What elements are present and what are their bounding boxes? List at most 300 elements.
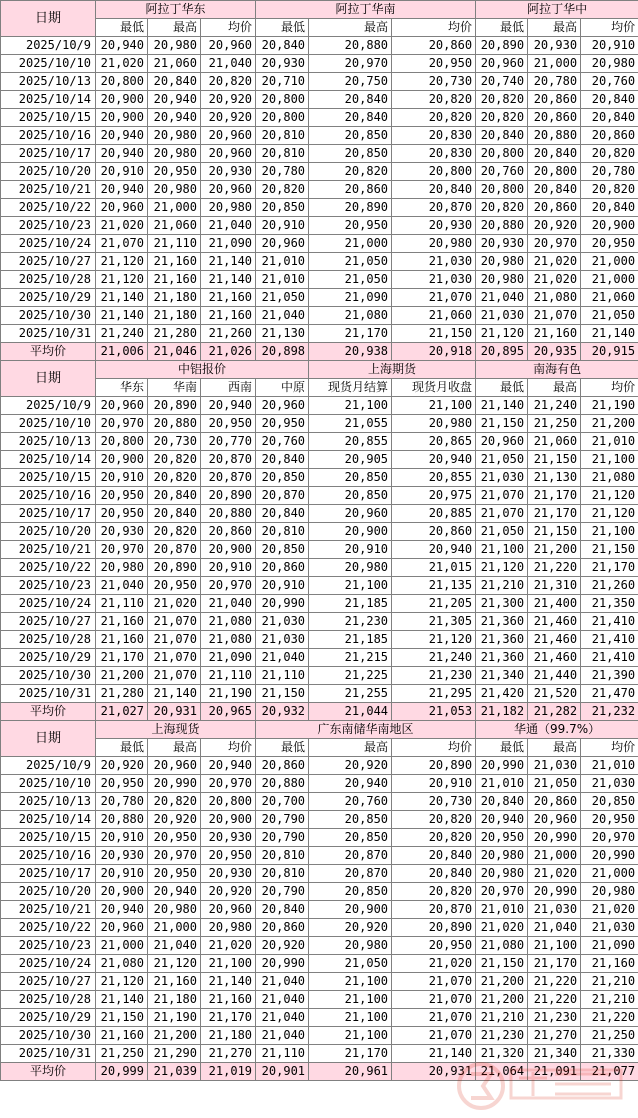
- price-cell: 21,000: [528, 55, 581, 73]
- price-cell: 21,050: [476, 523, 528, 541]
- price-cell: 20,960: [201, 127, 256, 145]
- price-cell: 21,000: [148, 199, 201, 217]
- price-cell: 20,940: [96, 181, 148, 199]
- price-cell: 20,990: [476, 757, 528, 775]
- price-cell: 21,090: [201, 235, 256, 253]
- price-cell: 21,040: [201, 217, 256, 235]
- price-cell: 21,360: [476, 613, 528, 631]
- table-row: [1, 505, 638, 523]
- price-cell: 20,900: [581, 217, 638, 235]
- price-cell: 20,980: [96, 559, 148, 577]
- price-cell: 20,905: [309, 451, 392, 469]
- price-cell: 20,920: [201, 91, 256, 109]
- price-cell: 20,930: [392, 217, 476, 235]
- price-cell: 20,820: [392, 811, 476, 829]
- price-cell: 21,150: [528, 523, 581, 541]
- price-cell: 21,205: [392, 595, 476, 613]
- date-cell: 2025/10/9: [1, 757, 96, 775]
- price-cell: 21,280: [96, 685, 148, 703]
- price-cell: 20,800: [96, 433, 148, 451]
- price-cell: 20,940: [201, 397, 256, 415]
- price-cell: 20,860: [309, 181, 392, 199]
- date-cell: 2025/10/30: [1, 1027, 96, 1045]
- price-cell: 20,810: [256, 847, 309, 865]
- price-cell: 21,220: [528, 991, 581, 1009]
- column-header: 均价: [581, 19, 638, 37]
- price-cell: 20,800: [476, 145, 528, 163]
- price-cell: 21,090: [201, 649, 256, 667]
- price-cell: 20,910: [256, 217, 309, 235]
- date-cell: 2025/10/14: [1, 91, 96, 109]
- price-cell: 20,760: [309, 793, 392, 811]
- price-cell: 20,840: [309, 109, 392, 127]
- price-cell: 20,900: [96, 109, 148, 127]
- column-header: 均价: [392, 19, 476, 37]
- table-row: [1, 847, 638, 865]
- price-cell: 20,980: [309, 559, 392, 577]
- group-header: 阿拉丁华中: [476, 1, 638, 19]
- column-header: 最高: [309, 739, 392, 757]
- column-header: 最高: [528, 739, 581, 757]
- price-cell: 21,460: [528, 649, 581, 667]
- price-cell: 20,800: [392, 163, 476, 181]
- table-row: [1, 307, 638, 325]
- table-row: [1, 199, 638, 217]
- price-cell: 20,920: [256, 937, 309, 955]
- table-row: [1, 523, 638, 541]
- group-header: 上海现货: [96, 721, 256, 739]
- price-cell: 20,940: [476, 811, 528, 829]
- price-cell: 21,140: [201, 973, 256, 991]
- price-cell: 21,040: [201, 595, 256, 613]
- date-cell: 2025/10/30: [1, 667, 96, 685]
- price-cell: 21,110: [256, 667, 309, 685]
- price-cell: 21,160: [528, 325, 581, 343]
- price-cell: 21,040: [528, 919, 581, 937]
- price-cell: 21,440: [528, 667, 581, 685]
- average-cell: 20,938: [309, 343, 392, 361]
- price-cell: 20,940: [96, 145, 148, 163]
- price-cell: 20,870: [201, 469, 256, 487]
- price-cell: 21,020: [392, 955, 476, 973]
- date-cell: 2025/10/9: [1, 37, 96, 55]
- price-cell: 21,070: [96, 235, 148, 253]
- date-cell: 2025/10/15: [1, 469, 96, 487]
- price-cell: 20,960: [96, 919, 148, 937]
- price-cell: 20,885: [392, 505, 476, 523]
- price-cell: 21,160: [96, 613, 148, 631]
- column-header: 均价: [201, 19, 256, 37]
- price-cell: 21,200: [148, 1027, 201, 1045]
- date-cell: 2025/10/16: [1, 127, 96, 145]
- price-cell: 20,820: [581, 181, 638, 199]
- price-cell: 20,800: [96, 73, 148, 91]
- price-cell: 21,000: [581, 865, 638, 883]
- price-cell: 21,070: [476, 505, 528, 523]
- price-cell: 20,960: [528, 811, 581, 829]
- price-cell: 20,920: [96, 757, 148, 775]
- price-cell: 20,960: [476, 433, 528, 451]
- price-cell: 20,980: [581, 883, 638, 901]
- price-cell: 20,800: [256, 109, 309, 127]
- price-cell: 20,860: [528, 199, 581, 217]
- table-row: [1, 901, 638, 919]
- average-cell: 21,182: [476, 703, 528, 721]
- price-cell: 21,170: [96, 649, 148, 667]
- table-row: [1, 865, 638, 883]
- price-cell: 21,140: [148, 685, 201, 703]
- price-cell: 21,050: [309, 253, 392, 271]
- price-cell: 20,780: [256, 163, 309, 181]
- price-cell: 21,250: [581, 1027, 638, 1045]
- average-cell: 21,232: [581, 703, 638, 721]
- price-cell: 21,030: [581, 919, 638, 937]
- price-cell: 20,800: [256, 91, 309, 109]
- price-cell: 21,100: [581, 451, 638, 469]
- price-cell: 21,020: [528, 271, 581, 289]
- price-cell: 21,160: [148, 271, 201, 289]
- price-cell: 21,100: [309, 991, 392, 1009]
- price-cell: 20,920: [148, 811, 201, 829]
- column-header: 最低: [476, 19, 528, 37]
- price-cell: 21,080: [201, 631, 256, 649]
- price-cell: 21,070: [148, 613, 201, 631]
- price-cell: 21,000: [96, 937, 148, 955]
- price-cell: 21,060: [148, 55, 201, 73]
- price-cell: 21,070: [148, 667, 201, 685]
- date-cell: 2025/10/17: [1, 865, 96, 883]
- price-cell: 20,860: [201, 523, 256, 541]
- price-cell: 20,960: [148, 757, 201, 775]
- table-row: [1, 433, 638, 451]
- price-cell: 20,860: [256, 919, 309, 937]
- price-cell: 20,810: [256, 127, 309, 145]
- price-cell: 21,230: [392, 667, 476, 685]
- price-cell: 21,220: [581, 1009, 638, 1027]
- price-cell: 20,970: [528, 235, 581, 253]
- group-header: 中铝报价: [96, 361, 309, 379]
- price-cell: 20,970: [201, 775, 256, 793]
- date-cell: 2025/10/28: [1, 631, 96, 649]
- price-cell: 21,210: [476, 577, 528, 595]
- date-cell: 2025/10/24: [1, 235, 96, 253]
- price-cell: 20,820: [476, 199, 528, 217]
- price-cell: 21,230: [476, 1027, 528, 1045]
- average-row: [1, 1063, 638, 1081]
- price-cell: 20,980: [476, 271, 528, 289]
- price-cell: 21,150: [392, 325, 476, 343]
- date-cell: 2025/10/21: [1, 901, 96, 919]
- price-cell: 21,140: [201, 271, 256, 289]
- table-row: [1, 271, 638, 289]
- price-cell: 21,010: [256, 271, 309, 289]
- price-cell: 20,920: [309, 757, 392, 775]
- table-row: [1, 127, 638, 145]
- price-cell: 20,940: [201, 757, 256, 775]
- price-cell: 20,840: [392, 865, 476, 883]
- price-cell: 20,840: [309, 91, 392, 109]
- price-cell: 20,870: [309, 865, 392, 883]
- price-cell: 21,240: [96, 325, 148, 343]
- price-cell: 21,140: [96, 991, 148, 1009]
- price-cell: 20,960: [201, 181, 256, 199]
- price-cell: 21,150: [476, 955, 528, 973]
- group-header: 上海期货: [309, 361, 476, 379]
- price-cell: 20,950: [96, 775, 148, 793]
- price-cell: 20,950: [96, 505, 148, 523]
- table-row: [1, 325, 638, 343]
- average-cell: 20,918: [392, 343, 476, 361]
- price-cell: 21,200: [581, 415, 638, 433]
- price-cell: 21,120: [96, 973, 148, 991]
- price-cell: 20,770: [201, 433, 256, 451]
- date-cell: 2025/10/10: [1, 775, 96, 793]
- price-cell: 21,070: [392, 1009, 476, 1027]
- average-cell: 21,053: [392, 703, 476, 721]
- price-cell: 21,000: [309, 235, 392, 253]
- price-cell: 20,855: [392, 469, 476, 487]
- price-cell: 21,020: [96, 55, 148, 73]
- price-cell: 21,100: [309, 973, 392, 991]
- average-cell: 20,965: [201, 703, 256, 721]
- price-cell: 20,960: [201, 145, 256, 163]
- price-cell: 20,960: [201, 37, 256, 55]
- price-cell: 21,030: [476, 307, 528, 325]
- date-cell: 2025/10/17: [1, 145, 96, 163]
- price-cell: 21,000: [148, 919, 201, 937]
- price-cell: 20,900: [201, 541, 256, 559]
- price-cell: 21,170: [309, 325, 392, 343]
- price-cell: 21,060: [148, 217, 201, 235]
- price-cell: 20,950: [148, 829, 201, 847]
- price-cell: 20,860: [581, 127, 638, 145]
- price-cell: 20,880: [528, 127, 581, 145]
- price-cell: 21,420: [476, 685, 528, 703]
- price-cell: 20,850: [256, 199, 309, 217]
- price-cell: 21,070: [148, 631, 201, 649]
- column-header: 华东: [96, 379, 148, 397]
- price-cell: 21,185: [309, 595, 392, 613]
- price-cell: 21,160: [201, 307, 256, 325]
- price-cell: 20,800: [528, 163, 581, 181]
- average-cell: 21,044: [309, 703, 392, 721]
- price-cell: 20,820: [201, 73, 256, 91]
- section-header-row: [1, 361, 638, 379]
- price-cell: 21,120: [96, 253, 148, 271]
- price-cell: 20,820: [392, 883, 476, 901]
- price-cell: 20,930: [528, 37, 581, 55]
- price-cell: 20,960: [96, 199, 148, 217]
- price-cell: 21,160: [96, 1027, 148, 1045]
- price-cell: 21,410: [581, 649, 638, 667]
- section-header-row: [1, 721, 638, 739]
- price-cell: 20,970: [476, 883, 528, 901]
- price-cell: 21,260: [201, 325, 256, 343]
- price-cell: 21,020: [201, 937, 256, 955]
- price-cell: 20,940: [96, 127, 148, 145]
- date-cell: 2025/10/31: [1, 1045, 96, 1063]
- price-cell: 21,100: [392, 397, 476, 415]
- table-row: [1, 487, 638, 505]
- price-cell: 20,730: [392, 793, 476, 811]
- price-cell: 21,150: [96, 1009, 148, 1027]
- price-cell: 21,030: [476, 469, 528, 487]
- price-cell: 20,840: [476, 127, 528, 145]
- date-cell: 2025/10/22: [1, 919, 96, 937]
- price-cell: 20,870: [392, 199, 476, 217]
- price-cell: 21,060: [528, 433, 581, 451]
- average-cell: 20,931: [148, 703, 201, 721]
- price-cell: 21,180: [148, 307, 201, 325]
- price-cell: 21,400: [528, 595, 581, 613]
- price-cell: 20,950: [581, 811, 638, 829]
- price-cell: 20,820: [581, 145, 638, 163]
- section-header-row: [1, 1, 638, 19]
- price-cell: 20,890: [201, 487, 256, 505]
- price-cell: 20,980: [148, 181, 201, 199]
- group-header: 华通（99.7%）: [476, 721, 638, 739]
- price-cell: 20,850: [256, 469, 309, 487]
- price-cell: 21,000: [581, 253, 638, 271]
- price-cell: 21,015: [392, 559, 476, 577]
- price-cell: 21,270: [201, 1045, 256, 1063]
- date-cell: 2025/10/31: [1, 325, 96, 343]
- price-cell: 21,100: [201, 955, 256, 973]
- price-cell: 20,970: [96, 415, 148, 433]
- date-cell: 2025/10/13: [1, 793, 96, 811]
- average-cell: 20,898: [256, 343, 309, 361]
- price-cell: 21,070: [392, 991, 476, 1009]
- price-cell: 21,340: [476, 667, 528, 685]
- price-cell: 20,870: [148, 541, 201, 559]
- price-cell: 21,170: [528, 955, 581, 973]
- price-cell: 21,010: [256, 253, 309, 271]
- sub-header-row: [1, 739, 638, 757]
- price-cell: 20,950: [148, 865, 201, 883]
- price-cell: 20,800: [476, 181, 528, 199]
- price-cell: 21,020: [528, 253, 581, 271]
- price-cell: 21,100: [309, 397, 392, 415]
- price-cell: 20,890: [148, 559, 201, 577]
- price-cell: 20,820: [476, 109, 528, 127]
- price-cell: 21,140: [96, 289, 148, 307]
- price-cell: 21,520: [528, 685, 581, 703]
- price-cell: 21,080: [476, 937, 528, 955]
- price-cell: 20,840: [581, 91, 638, 109]
- date-cell: 2025/10/23: [1, 217, 96, 235]
- price-cell: 20,810: [256, 865, 309, 883]
- table-row: [1, 289, 638, 307]
- table-row: [1, 1045, 638, 1063]
- price-cell: 20,910: [96, 469, 148, 487]
- price-cell: 20,960: [309, 505, 392, 523]
- table-row: [1, 577, 638, 595]
- price-cell: 20,810: [256, 523, 309, 541]
- price-cell: 21,060: [392, 307, 476, 325]
- price-cell: 21,080: [201, 613, 256, 631]
- average-cell: 21,064: [476, 1063, 528, 1081]
- price-cell: 20,950: [392, 55, 476, 73]
- table-row: [1, 991, 638, 1009]
- price-cell: 21,120: [392, 631, 476, 649]
- table-row: [1, 397, 638, 415]
- price-cell: 21,070: [476, 487, 528, 505]
- price-cell: 20,940: [96, 37, 148, 55]
- price-cell: 21,330: [581, 1045, 638, 1063]
- average-label: 平均价: [1, 1063, 96, 1081]
- price-cell: 21,270: [528, 1027, 581, 1045]
- table-row: [1, 883, 638, 901]
- price-cell: 20,840: [528, 145, 581, 163]
- table-row: [1, 91, 638, 109]
- price-cell: 21,230: [309, 613, 392, 631]
- table-row: [1, 595, 638, 613]
- table-row: [1, 217, 638, 235]
- column-header: 最低: [256, 19, 309, 37]
- table-row: [1, 631, 638, 649]
- price-cell: 21,200: [96, 667, 148, 685]
- price-cell: 21,010: [476, 901, 528, 919]
- date-cell: 2025/10/15: [1, 829, 96, 847]
- price-cell: 21,150: [528, 451, 581, 469]
- price-cell: 21,190: [148, 1009, 201, 1027]
- price-cell: 21,305: [392, 613, 476, 631]
- price-cell: 21,210: [581, 991, 638, 1009]
- price-cell: 20,820: [309, 163, 392, 181]
- table-row: [1, 145, 638, 163]
- date-cell: 2025/10/21: [1, 541, 96, 559]
- price-cell: 20,960: [201, 901, 256, 919]
- price-cell: 21,160: [201, 991, 256, 1009]
- price-cell: 21,040: [256, 973, 309, 991]
- price-cell: 21,150: [256, 685, 309, 703]
- date-cell: 2025/10/15: [1, 109, 96, 127]
- price-cell: 20,890: [392, 919, 476, 937]
- date-cell: 2025/10/27: [1, 973, 96, 991]
- price-cell: 20,920: [201, 883, 256, 901]
- average-cell: 20,961: [309, 1063, 392, 1081]
- column-header: 均价: [201, 739, 256, 757]
- price-cell: 20,850: [256, 541, 309, 559]
- price-cell: 21,250: [96, 1045, 148, 1063]
- price-cell: 20,990: [581, 847, 638, 865]
- price-cell: 21,190: [201, 685, 256, 703]
- price-cell: 20,950: [309, 217, 392, 235]
- price-cell: 20,730: [148, 433, 201, 451]
- price-cell: 21,030: [528, 757, 581, 775]
- price-cell: 20,980: [201, 919, 256, 937]
- price-cell: 21,280: [148, 325, 201, 343]
- column-header: 最低: [96, 19, 148, 37]
- price-cell: 20,920: [201, 109, 256, 127]
- price-cell: 20,950: [201, 415, 256, 433]
- price-cell: 20,910: [256, 577, 309, 595]
- price-cell: 20,700: [256, 793, 309, 811]
- price-cell: 20,820: [148, 523, 201, 541]
- price-cell: 20,960: [256, 397, 309, 415]
- price-cell: 21,050: [256, 289, 309, 307]
- price-cell: 20,750: [309, 73, 392, 91]
- price-cell: 20,860: [528, 793, 581, 811]
- price-cell: 21,295: [392, 685, 476, 703]
- price-cell: 21,150: [476, 415, 528, 433]
- price-cell: 20,860: [528, 109, 581, 127]
- average-cell: 21,027: [96, 703, 148, 721]
- price-cell: 20,910: [96, 829, 148, 847]
- price-cell: 21,060: [581, 289, 638, 307]
- price-cell: 20,900: [309, 901, 392, 919]
- price-cell: 21,310: [528, 577, 581, 595]
